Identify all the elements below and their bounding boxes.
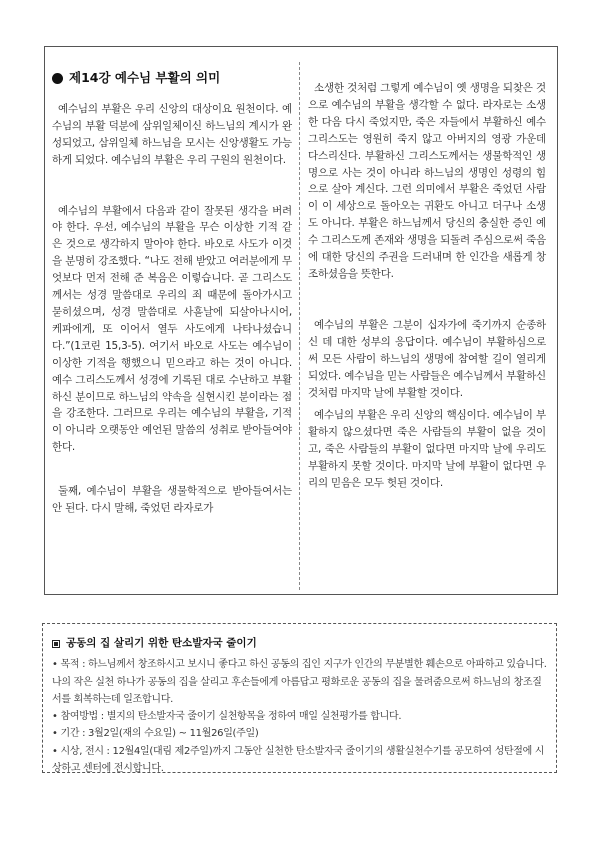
article-paragraph: 예수님의 부활은 우리 신앙의 대상이요 원천이다. 예수님의 부활 덕분에 삼위일체이신 하느님의 계시가 완성되었고, 삼위일체 하느님을 모시는 신앙생활도 가능하게 되었다. 예수님의 부활은 우리 구원의 원천이다. xyxy=(52,102,292,166)
article-paragraph: 예수님의 부활은 우리 신앙의 핵심이다. 예수님이 부활하지 않으셨다면 죽은 사람들의 부활이 없을 것이고, 죽은 사람들의 부활이 없다면 마지막 날에 우리도 부활하지 못할 것이다. 마지막 날에 부활이 없다면 우리의 믿음은 모두 헛된 것이다. xyxy=(308,409,546,490)
article-paragraph: 둘째, 예수님이 부활을 생물학적으로 받아들여서는 안 된다. 다시 말해, 죽었던 라자로가 xyxy=(52,485,292,515)
article-paragraph: 예수님의 부활에서 다음과 같이 잘못된 생각을 버려야 한다. 우선, 예수님의 부활을 무슨 이상한 기적 같은 것으로 생각하지 말아야 한다. 바오로 사도가 이것을 분명히 강조했다. “나도 전해 받았고 여러분에게 무엇보다 먼저 전해 준 복음은 이렇습니다. 곧 그리스도께서는 성경 말씀대로 우리의 죄 때문에 돌아가시고 묻히셨으며, 성경 말씀대로 사흗날에 되살아나시어, 케파에게, 또 이어서 열두 사도에게 나타나셨습니다.”(1코린 15,3-5). 여기서 바오로 사도는 예수님이 이상한 기적을 행했으니 믿으라고 하는 것이 아니다. 예수 그리스도께서 성경에 기록된 대로 수난하고 부활하신 분이므로 하느님의 약속을 실현시킨 분이라는 점을 강조한다. 그러므로 우리는 예수님의 부활을, 기적이 아니라 오랫동안 예언된 말씀의 성취로 받아들여야 한다. xyxy=(52,204,292,454)
column-divider xyxy=(299,62,300,590)
notice-item-award: • 시상, 전시 : 12월4일(대림 제2주일)까지 그동안 실천한 탄소발자국 줄이기의 생활실천수기를 공모하여 성탄절에 시상하고 센터에 전시합니다. xyxy=(52,745,545,775)
notice-title-row xyxy=(52,635,548,652)
article-right-column xyxy=(308,80,546,492)
article-paragraph: 예수님의 부활은 그분이 십자가에 죽기까지 순종하신 데 대한 성부의 응답이다. 예수님이 부활하심으로써 모든 사람이 하느님의 생명에 참여할 길이 열리게 되었다. 예수님을 믿는 사람들은 예수님께서 부활하신 것처럼 마지막 날에 부활할 것이다. xyxy=(308,318,546,399)
article-title: 제14강 예수님 부활의 의미 xyxy=(69,70,221,85)
article-paragraph: 소생한 것처럼 그렇게 예수님이 옛 생명을 되찾은 것으로 예수님의 부활을 생각할 수 없다. 라자로는 소생한 다음 다시 죽었지만, 죽은 자들에서 부활하신 예수 그리스도는 영원히 죽지 않고 아버지의 영광 가운데 다스리신다. 부활하신 그리스도께서는 생물학적인 생명으로 사는 것이 아니라 하느님의 생명인 성령의 힘으로 살아 계신다. 그런 의미에서 부활은 죽었던 사람이 이 세상으로 돌아오는 귀환도 아니고 더구나 소생도 아니다. 부활은 하느님께서 당신의 충실한 증인 예수 그리스도께 존재와 생명을 되돌려 주심으로써 죽음에 대한 당신의 주권을 드러내며 한 인간을 새롭게 창조하셨음을 뜻한다. xyxy=(308,82,546,280)
notice-item-purpose: • 목적 : 하느님께서 창조하시고 보시니 좋다고 하신 공동의 집인 지구가 인간의 무분별한 훼손으로 아파하고 있습니다. 나의 작은 실천 하나가 공동의 집을 살리고 후손들에게 아름답고 평화로운 공동의 집을 물려줌으로써 하느님의 창조질서를 회복하는데 일조합니다. xyxy=(52,659,547,705)
notice-item-period: • 기간 : 3월2일(재의 수요일) ~ 11월26일(주일) xyxy=(52,728,259,740)
square-bullet-icon xyxy=(52,640,60,648)
notice-box xyxy=(42,623,557,773)
bullet-icon xyxy=(52,73,63,84)
notice-item-method: • 참여방법 : 별지의 탄소발자국 줄이기 실천항목을 정하여 매일 실천평가를 합니다. xyxy=(52,711,402,723)
article-left-column xyxy=(52,70,292,517)
article-title-row xyxy=(52,70,292,87)
notice-title: 공동의 집 살리기 위한 탄소발자국 줄이기 xyxy=(66,637,257,649)
